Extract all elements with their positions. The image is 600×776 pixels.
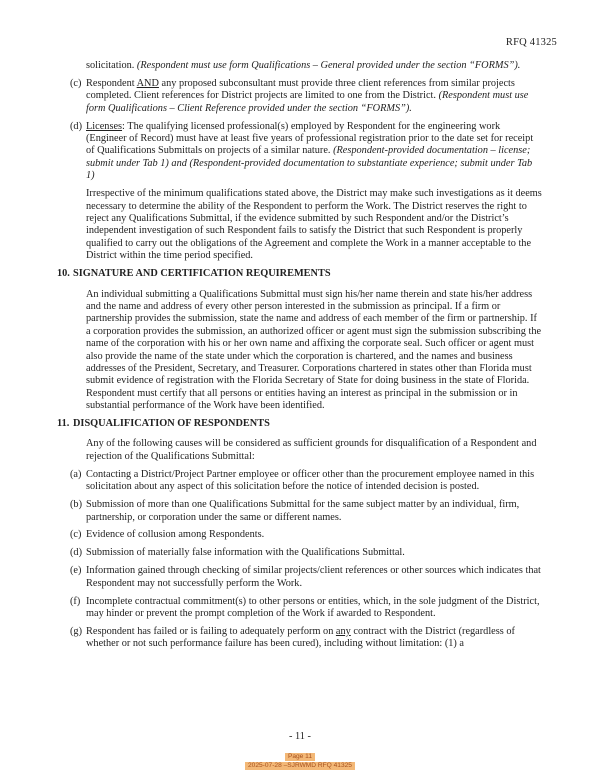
item-label: (d) <box>70 547 83 559</box>
item-label: (c) <box>70 529 82 541</box>
paragraph-signature: An individual submitting a Qualifications Submittal must sign his/her name therein and state his/her address and the name and address of every other person interested in the submission as principal. If a firm or partnership provides the submission, state the name and address of each member of the firm or partnership. If a corporation provides the submission, an authorized officer or agent must sign the submission subscribing the name of the corporation with his or her own name and affixing the corporate seal. Such officer or agent must also provide the name of the state under which the corporation is chartered, and the names and business addresses of the President, Secretary, and Treasurer. Corporations chartered in states other than Florida must submit evidence of registration with the Florida Secretary of State for doing business in the state of Florida. Respondent must certify that all persons or entities having an interest as principal in the submission or in substantial performance of the Work have been identified. <box>86 288 542 412</box>
list-item-e <box>70 565 543 590</box>
list-item-a <box>70 469 543 494</box>
section-heading-11 <box>57 418 543 430</box>
list-item-d2 <box>70 547 543 559</box>
item-text: Evidence of collusion among Respondents. <box>86 529 265 541</box>
section-number: 11. <box>57 418 70 430</box>
section-title: SIGNATURE AND CERTIFICATION REQUIREMENTS <box>73 268 331 280</box>
item-label: (d) <box>70 120 83 132</box>
list-item-d1 <box>70 121 543 183</box>
section-title: DISQUALIFICATION OF RESPONDENTS <box>73 418 270 430</box>
item-text: Submission of materially false information with the Qualifications Submittal. <box>86 547 405 559</box>
item-label: (g) <box>70 625 83 637</box>
item-text: Submission of more than one Qualifications Submittal for the same subject matter by an individual, firm, partnership, or corporation under the same or different names. <box>86 499 520 523</box>
paragraph-disqualification-intro: Any of the following causes will be considered as sufficient grounds for disqualification of a Respondent and rejection of the Qualifications Submittal: <box>86 438 537 462</box>
page-stamp <box>0 753 600 770</box>
page-number: - 11 - <box>289 731 311 742</box>
item-text: Information gained through checking of similar projects/client references or other sources which indicates that Respondent may not successfully perform the Work. <box>86 565 541 589</box>
stamp-page-line[interactable]: Page 11 <box>285 753 315 761</box>
item-text: Respondent has failed or is failing to adequately perform on any contract with the District (regardless of whether or not such performance failure has been cured), including without limitation: (1) a <box>86 625 515 650</box>
item-label: (c) <box>70 77 82 89</box>
doc-ref: RFQ 41325 <box>505 37 557 48</box>
document-body <box>0 60 600 656</box>
item-label: (f) <box>70 595 81 607</box>
list-item-b <box>70 499 543 524</box>
item-label: (b) <box>70 499 83 511</box>
paragraph-irrespective: Irrespective of the minimum qualifications stated above, the District may make such investigations as it deems necessary to determine the ability of the Respondent to perform the Work. The District reserves the right to reject any Qualifications Submittal, if the evidence submitted by such Respondent and/or the District’s independent investigation of such Respondent fails to satisfy the District that such Respondent is properly qualified to carry out the obligations of the Agreement and complete the Work in a manner acceptable to the District within the time period specified. <box>86 188 542 262</box>
paragraph-continuation: solicitation. (Respondent must use form Qualifications – General provided under the section “FORMS”). <box>86 60 521 71</box>
list-item-c2 <box>70 529 543 541</box>
list-item-c1 <box>70 78 543 115</box>
item-text: Respondent AND any proposed subconsultant must provide three client references from similar projects completed. Client references for District projects are limited to one from the District. (Respondent must use form Qualifications – Client Reference provided under the section “FORMS”). <box>86 77 529 114</box>
item-label: (a) <box>70 468 82 480</box>
section-number: 10. <box>57 268 70 280</box>
item-text: Contacting a District/Project Partner employee or officer other than the procurement employee named in this solicitation about any aspect of this solicitation before the notice of intended decision is posted. <box>86 468 535 493</box>
list-item-g <box>70 626 543 651</box>
item-text: Incomplete contractual commitment(s) to other persons or entities, which, in the sole judgment of the District, may hinder or prevent the prompt completion of the Work if awarded to Respondent. <box>86 595 540 619</box>
item-text: Licenses: The qualifying licensed professional(s) employed by Respondent for the engineering work (Engineer of Record) must have at least five years of professional registration prior to the date set for receipt of Qualifications Submittals on projects of a similar nature. (Respondent-provided documentation – license; submit under Tab 1) and (Respondent-provided documentation to substantiate experience; submit under Tab 1) <box>86 120 534 182</box>
section-heading-10 <box>57 268 543 280</box>
item-label: (e) <box>70 565 82 577</box>
list-item-f <box>70 596 543 621</box>
stamp-ref-line[interactable]: 2025-07-28 –SJRWMD RFQ 41325 <box>245 762 355 770</box>
